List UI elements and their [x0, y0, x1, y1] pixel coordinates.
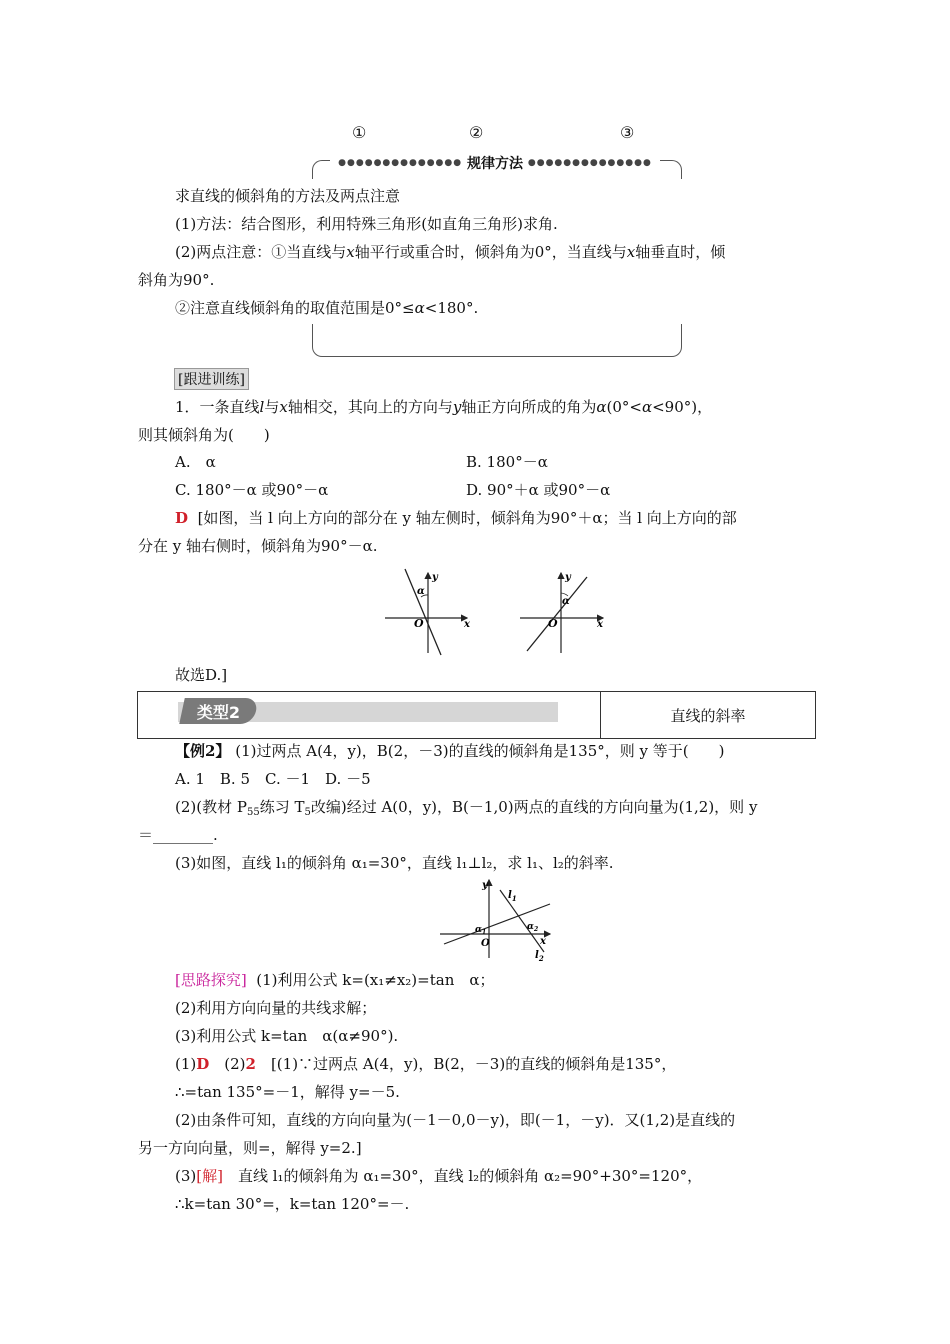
conclusion: 故选D.] — [175, 666, 228, 684]
option-b: B. 180°－α — [466, 453, 548, 471]
example-line-2: (2)(教材 $P_{55}$练习 $T_5$改编)经过 A(0，y)，B(－1,0)两点的直线的方向向量为(1,2)，则 y — [175, 798, 758, 818]
option-a: A. α — [175, 453, 216, 471]
method-heading: 求直线的倾斜角的方法及两点注意 — [175, 187, 401, 205]
svg-text:x: x — [464, 619, 470, 630]
figure-right — [520, 572, 604, 653]
practice-tag: [跟进训练] — [174, 368, 249, 390]
type2-title: 直线的斜率 — [670, 706, 746, 725]
thinking-line-3: (3)利用公式 k=tan α(α≠90°). — [175, 1027, 399, 1045]
svg-text:x: x — [540, 936, 546, 947]
solution-line-6: ∴k=tan 30°=，k=tan 120°=－. — [175, 1195, 410, 1213]
svg-text:α: α — [417, 586, 425, 597]
solution-line-3: (2)由条件可知，直线的方向向量为(－1－0,0－y)，即(－1，－y)．又(1,2)是直线的 — [175, 1111, 736, 1129]
circle-mark-3: ③ — [620, 123, 635, 142]
example-line-2b: ＝________. — [138, 826, 218, 844]
svg-text:l2: $l_2$ — [535, 950, 544, 961]
option-c: C. 180°－α 或90°－α — [175, 481, 329, 499]
solution-line-1: (1)D (2)2 [(1)∵过两点 A(4，y)，B(2，－3)的直线的倾斜角是135°， — [175, 1055, 677, 1073]
solution-line-4: 另一方向向量，则=，解得 y=2.] — [138, 1139, 362, 1157]
svg-text:α1: $\alpha_1$ — [475, 925, 487, 936]
svg-text:y: y — [565, 572, 571, 583]
type2-badge: 类型2 — [179, 698, 259, 724]
answer-line-1: D [如图，当 l 向上方向的部分在 y 轴左侧时，倾斜角为90°＋α；当 l 向上方向的部 — [175, 509, 737, 527]
practice-q1-line-1: 1．一条直线l与x轴相交，其向上的方向与y轴正方向所成的角为α(0°<α<90°)， — [175, 398, 713, 416]
method-line-2: (2)两点注意：①当直线与x轴平行或重合时，倾斜角为0°，当直线与x轴垂直时，倾 — [175, 243, 726, 261]
svg-text:α2: $\alpha_2$ — [527, 922, 539, 933]
option-d: D. 90°＋α 或90°－α — [466, 481, 611, 499]
answer-line-2: 分在 y 轴右侧时，倾斜角为90°－α. — [138, 537, 378, 555]
method-box-bottom — [312, 324, 682, 357]
solution-line-5: (3)[解] 直线 l₁的倾斜角为 α₁=30°，直线 l₂的倾斜角 α₂=90°+30°=120°， — [175, 1167, 703, 1185]
example-line-1: 【例2】 (1)过两点 A(4，y)，B(2，－3)的直线的倾斜角是135°，则 y 等于( ) — [175, 742, 725, 760]
solution-line-2: ∴=tan 135°=－1，解得 y=－5. — [175, 1083, 400, 1101]
circle-mark-2: ② — [469, 123, 484, 142]
svg-text:O: O — [481, 938, 490, 949]
example-figure — [432, 876, 557, 961]
thinking-line-2: (2)利用方向向量的共线求解； — [175, 999, 377, 1017]
circle-mark-1: ① — [352, 123, 367, 142]
svg-text:l1: $l_1$ — [508, 890, 517, 903]
method-line-1: (1)方法：结合图形，利用特殊三角形(如直角三角形)求角. — [175, 215, 558, 233]
type2-box — [137, 691, 816, 739]
svg-text:y: y — [432, 572, 438, 583]
practice-figures — [375, 563, 625, 658]
method-line-4: ②注意直线倾斜角的取值范围是0°≤α<180°. — [175, 299, 479, 317]
method-line-3: 斜角为90°. — [138, 271, 215, 289]
figure-left — [385, 569, 471, 655]
svg-text:O: O — [414, 617, 424, 630]
example-options: A. 1 B. 5 C. －1 D. －5 — [175, 770, 371, 788]
example-line-3: (3)如图，直线 l₁的倾斜角 α₁=30°，直线 l₁⊥l₂，求 l₁、l₂的斜率. — [175, 854, 614, 872]
svg-text:y: y — [482, 880, 488, 891]
method-box-title: ●●●●●●●●●●●●●● 规律方法 ●●●●●●●●●●●●●● — [330, 152, 660, 174]
thinking-line-1: [思路探究] (1)利用公式 k=(x₁≠x₂)=tan α； — [175, 971, 495, 989]
svg-text:x: x — [597, 619, 603, 630]
svg-text:O: O — [548, 617, 558, 630]
svg-text:α: α — [562, 596, 570, 607]
practice-q1-line-2: 则其倾斜角为( ) — [138, 426, 270, 444]
